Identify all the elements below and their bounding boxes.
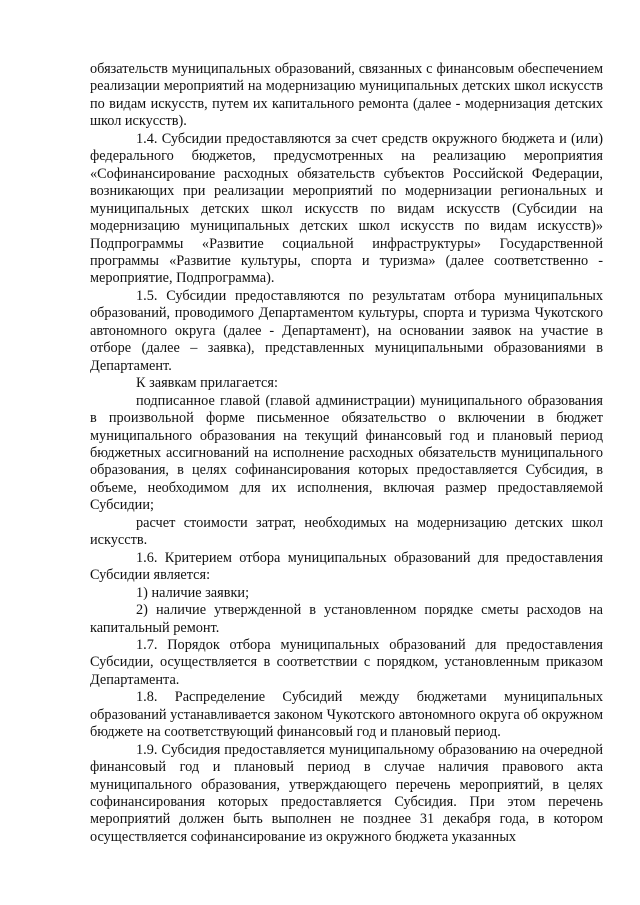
paragraph-1-8: 1.8. Распределение Субсидий между бюджетами муниципальных образований устанавливается законом Чукотского автономного округа об окружном бюджете на соответствующий финансовый год и плановый период. bbox=[90, 689, 603, 741]
paragraph-attachments-intro: К заявкам прилагается: bbox=[136, 375, 278, 392]
paragraph-obligation: подписанное главой (главой администрации) муниципального образования в произвольной форме письменное обязательство о включении в бюджет муниципального образования на текущий финансовый год и плановый период бюджетных ассигнований на исполнение расходных обязательств муниципального образования, в целях софинансирования которых предоставляется Субсидия, в объеме, необходимом для их исполнения, включая размер предоставляемой Субсидии; bbox=[90, 392, 603, 514]
paragraph-cost-calculation: расчет стоимости затрат, необходимых на модернизацию детских школ искусств. bbox=[90, 514, 603, 549]
paragraph-1-6: 1.6. Критерием отбора муниципальных образований для предоставления Субсидии является: bbox=[90, 549, 603, 584]
paragraph-1-5: 1.5. Субсидии предоставляются по результатам отбора муниципальных образований, проводимого Департаментом культуры, спорта и туризма Чукотского автономного округа (далее - Департамент), на основании заявок на участие в отборе (далее – заявка), представленных муниципальными образованиями в Департамент. bbox=[90, 287, 603, 374]
paragraph-1-9: 1.9. Субсидия предоставляется муниципальному образованию на очередной финансовый год и плановый период в случае наличия правового акта муниципального образования, утверждающего перечень мероприятий, в целях софинансирования которых предоставляется Субсидия. При этом перечень мероприятий должен быть выполнен не позднее 31 декабря года, в котором осуществляется софинансирование из окружного бюджета указанных bbox=[90, 741, 603, 845]
paragraph-criterion-2: 2) наличие утвержденной в установленном порядке сметы расходов на капитальный ремонт. bbox=[90, 602, 603, 636]
paragraph-continuation: обязательств муниципальных образований, связанных с финансовым обеспечением реализации мероприятий на модернизацию муниципальных детских школ искусств по видам искусств, путем их капитального ремонта (далее - модернизация детских школ искусств). bbox=[90, 61, 603, 130]
paragraph-1-4: 1.4. Субсидии предоставляются за счет средств окружного бюджета и (или) федерального бюджетов, предусмотренных на реализацию мероприятия «Софинансирование расходных обязательств субъектов Российской Федерации, возникающих при реализации мероприятий по модернизации региональных и муниципальных детских школ искусств по видам искусств (Субсидии на модернизацию муниципальных детских школ искусств по видам искусств)» Подпрограммы «Развитие социальной инфраструктуры» Государственной программы «Развитие культуры, спорта и туризма» (далее соответственно - мероприятие, Подпрограмма). bbox=[90, 130, 603, 287]
document-page bbox=[90, 61, 603, 846]
paragraph-1-7: 1.7. Порядок отбора муниципальных образований для предоставления Субсидии, осуществляется в соответствии с порядком, установленным приказом Департамента. bbox=[90, 636, 603, 688]
paragraph-criterion-1: 1) наличие заявки; bbox=[136, 584, 250, 601]
